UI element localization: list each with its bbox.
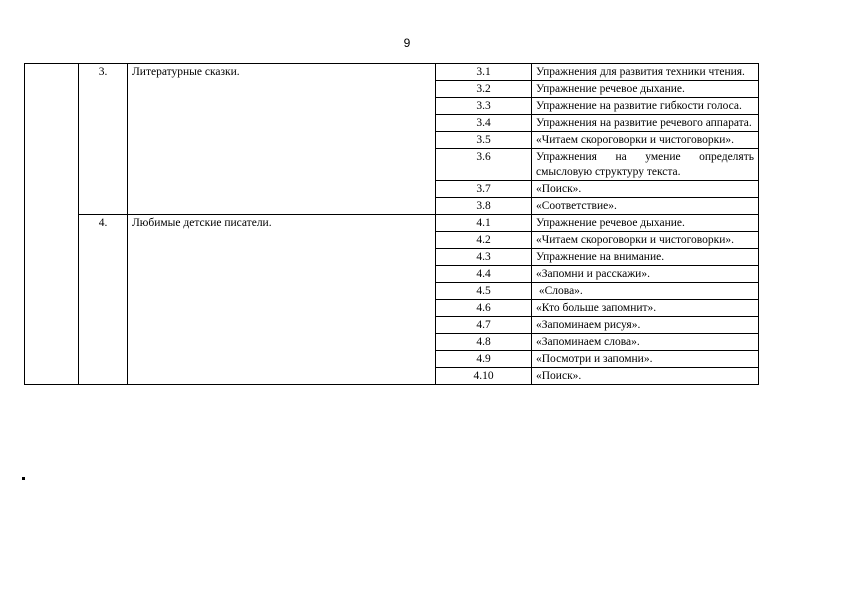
exercise-text: Упражнение на внимание. (532, 249, 759, 266)
exercise-text: Упражнения для развития техники чтения. (532, 64, 759, 81)
section-topic: Литературные сказки. (128, 64, 436, 215)
empty-first-column-cell (25, 64, 79, 385)
section-number: 4. (79, 215, 128, 385)
exercise-text: «Запомни и расскажи». (532, 266, 759, 283)
subsection-number: 3.5 (436, 132, 532, 149)
table-corner-mark (22, 477, 25, 480)
subsection-number: 4.6 (436, 300, 532, 317)
exercise-text: «Соответствие». (532, 198, 759, 215)
exercise-text: «Запоминаем слова». (532, 334, 759, 351)
subsection-number: 4.2 (436, 232, 532, 249)
lesson-plan-table (24, 63, 759, 385)
exercise-text: «Читаем скороговорки и чистоговорки». (532, 232, 759, 249)
section-number: 3. (79, 64, 128, 215)
exercise-text: «Поиск». (532, 181, 759, 198)
subsection-number: 3.1 (436, 64, 532, 81)
subsection-number: 4.4 (436, 266, 532, 283)
subsection-number: 3.7 (436, 181, 532, 198)
exercise-text: Упражнение речевое дыхание. (532, 81, 759, 98)
subsection-number: 3.2 (436, 81, 532, 98)
exercise-text: «Слова». (532, 283, 759, 300)
exercise-text: «Кто больше запомнит». (532, 300, 759, 317)
exercise-text: Упражнения на умение определять смысловую структуру текста. (532, 149, 759, 181)
subsection-number: 4.1 (436, 215, 532, 232)
subsection-number: 3.4 (436, 115, 532, 132)
subsection-number: 4.3 (436, 249, 532, 266)
exercise-text: «Посмотри и запомни». (532, 351, 759, 368)
exercise-text: Упражнение на развитие гибкости голоса. (532, 98, 759, 115)
subsection-number: 4.7 (436, 317, 532, 334)
exercise-text: Упражнение речевое дыхание. (532, 215, 759, 232)
exercise-text: Упражнения на развитие речевого аппарата. (532, 115, 759, 132)
subsection-number: 3.8 (436, 198, 532, 215)
table-row (25, 215, 759, 232)
section-topic: Любимые детские писатели. (128, 215, 436, 385)
subsection-number: 4.10 (436, 368, 532, 385)
page-number: 9 (403, 36, 411, 50)
subsection-number: 3.3 (436, 98, 532, 115)
subsection-number: 4.5 (436, 283, 532, 300)
subsection-number: 4.9 (436, 351, 532, 368)
subsection-number: 3.6 (436, 149, 532, 181)
subsection-number: 4.8 (436, 334, 532, 351)
exercise-text: «Запоминаем рисуя». (532, 317, 759, 334)
exercise-text: «Читаем скороговорки и чистоговорки». (532, 132, 759, 149)
table-row (25, 64, 759, 81)
exercise-text: «Поиск». (532, 368, 759, 385)
